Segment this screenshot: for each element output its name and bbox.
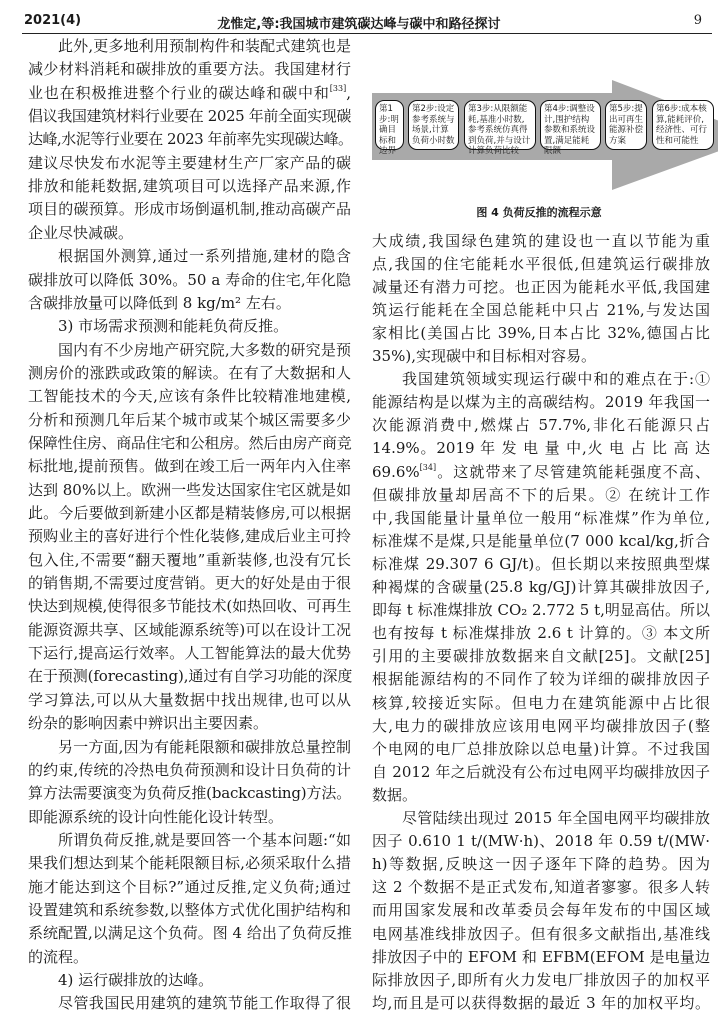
text-line-content: 14.9%。2019 年 发 电 量 中,火 电 占 比 高 达 xyxy=(372,439,710,458)
text-line xyxy=(28,876,351,899)
text-line xyxy=(28,385,351,408)
text-line xyxy=(372,715,710,738)
text-line xyxy=(28,806,351,829)
flow-step-3: 第3步:从限额能耗,基准小时数,参考系统仿真得到负荷,并与设计计算负荷比较 xyxy=(464,100,536,150)
text-line xyxy=(372,876,710,899)
text-line-content: 达峰,水泥等行业要在 2023 年前率先实现碳达峰。 xyxy=(28,130,353,149)
text-line xyxy=(28,665,351,688)
text-line xyxy=(372,738,710,761)
text-line xyxy=(372,276,710,299)
text-line xyxy=(372,969,710,992)
figure-4-flowchart xyxy=(360,78,718,223)
text-line-content: 排放和能耗数据,建筑项目可以选择产品来源,作 xyxy=(28,177,351,196)
text-line-content: 4) 运行碳排放的达峰。 xyxy=(58,971,214,989)
text-line xyxy=(372,461,710,484)
text-line xyxy=(372,992,710,1015)
text-line xyxy=(372,946,710,969)
text-line xyxy=(28,198,351,221)
text-line xyxy=(372,484,710,507)
text-line xyxy=(28,479,351,502)
text-line xyxy=(28,292,351,315)
text-line-content: 根据能源结构的不同作了较为详细的碳排放因子 xyxy=(372,670,710,689)
text-line-content: 大成绩,我国绿色建筑的建设也一直以节能为重 xyxy=(372,231,710,250)
text-line-content: 的销售期,不需要过度营销。更大的好处是由于很 xyxy=(28,574,351,593)
text-line xyxy=(28,339,351,362)
text-line-content: 次能源消费中,燃煤占 57.7%,非化石能源只占 xyxy=(372,416,710,435)
text-line-content: 保障性住房、商品住宅和公租房。然后由房产商竞 xyxy=(28,433,352,452)
text-line xyxy=(372,761,710,784)
text-line-content: 减量还有潜力可挖。也正因为能耗水平低,我国建 xyxy=(372,277,710,296)
text-line xyxy=(372,899,710,922)
text-line-content: 倡议我国建筑材料行业要在 2025 年前全面实现碳 xyxy=(28,107,351,126)
text-line-content: 大,电力的碳排放应该用电网平均碳排放因子(整 xyxy=(372,716,710,735)
text-line xyxy=(28,712,351,735)
text-line xyxy=(372,530,710,553)
text-line xyxy=(372,692,710,715)
text-line-content: 即能源系统的设计向性能化设计转型。 xyxy=(28,807,284,826)
text-line-content: 下运行,提高运行效率。人工智能算法的最大优势 xyxy=(28,644,351,663)
text-line xyxy=(28,455,351,478)
text-line-content: 因子 0.610 1 t/(MW·h)、2018 年 0.59 t/(MW· xyxy=(372,832,710,851)
text-line xyxy=(28,829,351,852)
text-line xyxy=(372,345,710,368)
text-line xyxy=(372,253,710,276)
text-line-content: 算方法需要演变为负荷反推(backcasting)方法。 xyxy=(28,784,351,803)
text-line-content: 标批地,提前预售。做到在竣工后一两年内入住率 xyxy=(28,457,351,476)
text-line xyxy=(372,507,710,530)
text-line xyxy=(28,595,351,618)
text-line-content: 也有按每 t 标准煤排放 2.6 t 计算的。③ 本文所 xyxy=(372,624,710,643)
text-line-content: 在于预测(forecasting),通过有自学习功能的深度 xyxy=(28,667,353,686)
text-line-content: 均,而且是可以获得数据的最近 3 年的加权平均。 xyxy=(372,993,710,1012)
text-line xyxy=(28,992,351,1015)
text-line-content: 根据国外测算,通过一系列措施,建材的隐含 xyxy=(58,247,351,266)
text-line-content: 施才能达到这个目标?”通过反推,定义负荷;通过 xyxy=(28,877,351,896)
text-line xyxy=(28,525,351,548)
text-line xyxy=(372,553,710,576)
text-line-content: 所谓负荷反推,就是要回答一个基本问题:“如 xyxy=(58,830,351,849)
text-line xyxy=(372,322,710,345)
text-line xyxy=(28,619,351,642)
text-line-content: 际排放因子,即所有火力发电厂排放因子的加权平 xyxy=(372,970,710,989)
text-line xyxy=(372,391,710,414)
text-line xyxy=(28,245,351,268)
text-line-content: 包入住,不需要“翻天覆地”重新装修,也没有冗长 xyxy=(28,550,351,569)
text-line xyxy=(28,269,351,292)
text-line-content: 减少材料消耗和碳排放的重要方法。我国建材行 xyxy=(28,60,351,79)
text-line-content: , xyxy=(346,83,351,102)
text-line xyxy=(372,853,710,876)
text-line-content: 的约束,传统的冷热电负荷预测和设计日负荷的计 xyxy=(28,760,351,779)
text-line-content: 这 2 个数据不是正式发布,知道者寥寥。很多人转 xyxy=(372,878,710,897)
text-line xyxy=(28,502,351,525)
flow-step-6: 第6步:成本核算,能耗评价,经济性、可行性和可能性 xyxy=(652,100,714,150)
text-line-content: 35%),实现碳中和目标相对容易。 xyxy=(372,347,596,365)
text-line xyxy=(372,368,710,391)
figure-caption: 图 4 负荷反推的流程示意 xyxy=(476,206,602,219)
text-line xyxy=(28,759,351,782)
text-line xyxy=(28,105,351,128)
citation-superscript: [33] xyxy=(329,83,347,93)
text-line xyxy=(28,782,351,805)
text-line xyxy=(28,572,351,595)
running-title: 龙惟定,等:我国城市建筑碳达峰与碳中和路径探讨 xyxy=(217,17,501,32)
text-line xyxy=(28,969,351,992)
text-line-content: 数据。 xyxy=(372,785,418,804)
text-line-content: 引用的主要碳排放数据来自文献[25]。文献[25] xyxy=(372,647,710,666)
text-line-content: 能源结构是以煤为主的高碳结构。2019 年我国一 xyxy=(372,393,710,412)
text-line-content: 达到 80%以上。欧洲一些发达国家住宅区就是如 xyxy=(28,480,352,499)
text-line xyxy=(372,599,710,622)
text-line-content: 企业尽快减碳。 xyxy=(28,223,134,242)
text-line-content: 设置建筑和系统参数,以整体方式优化围护结构和 xyxy=(28,900,351,919)
flow-step-5: 第5步:提出可再生能源补偿方案 xyxy=(605,100,647,150)
text-line-content: 69.6% xyxy=(372,462,420,481)
text-line xyxy=(372,622,710,645)
text-line xyxy=(372,923,710,946)
text-line xyxy=(372,668,710,691)
text-line-content: 家相比(美国占比 39%,日本占比 32%,德国占比 xyxy=(372,323,710,342)
text-line xyxy=(28,35,351,58)
text-line xyxy=(372,437,710,460)
flow-step-4: 第4步:调整设计,围护结构参数和系统设置,满足能耗限额 xyxy=(540,100,601,150)
text-line-content: 。这就带来了尽管建筑能耗强度不高、 xyxy=(436,462,710,481)
text-line xyxy=(28,689,351,712)
text-line xyxy=(372,784,710,807)
text-line-content: 测房价的涨跌或政策的解读。在有了大数据和人 xyxy=(28,363,351,382)
text-line xyxy=(372,299,710,322)
text-line xyxy=(372,230,710,253)
text-line xyxy=(28,152,351,175)
text-line-content: 的流程。 xyxy=(28,947,89,966)
text-line xyxy=(28,362,351,385)
text-line xyxy=(28,58,351,81)
text-line xyxy=(28,852,351,875)
text-line-content: 排放因子中的 EFOM 和 EFBM(EFOM 是电量边 xyxy=(372,947,710,966)
text-line xyxy=(28,736,351,759)
text-line-content: 碳排放可以降低 30%。50 a 寿命的住宅,年化隐 xyxy=(28,270,351,289)
text-line xyxy=(28,175,351,198)
text-line-content: 纷杂的影响因素中辨识出主要因素。 xyxy=(28,714,269,733)
text-line-content: 此。今后要做到新建小区都是精装修房,可以根据 xyxy=(28,504,351,522)
text-line xyxy=(28,899,351,922)
text-line-content: 尽管我国民用建筑的建筑节能工作取得了很 xyxy=(58,994,351,1013)
text-line xyxy=(28,549,351,572)
text-line-content: 尽管陆续出现过 2015 年全国电网平均碳排放 xyxy=(402,809,710,827)
text-line-content: 分析和预测几年后某个城市或某个城区需要多少 xyxy=(28,410,351,429)
text-line xyxy=(28,946,351,969)
text-line-content: 业也在积极推进整个行业的碳达峰和碳中和 xyxy=(28,83,330,102)
text-line-content: 但碳排放量却居高不下的后果。② 在统计工作 xyxy=(372,485,710,504)
text-line-content: 此外,更多地利用预制构件和装配式建筑也是 xyxy=(58,37,351,55)
text-line xyxy=(28,315,351,338)
text-line-content: 建议尽快发布水泥等主要建材生产厂家产品的碳 xyxy=(28,153,351,172)
flow-step-1: 第1步:明确目标和边界 xyxy=(375,100,404,150)
text-line-content: 果我们想达到某个能耗限额目标,必须采取什么措 xyxy=(28,854,351,873)
text-line-content: 我国建筑领域实现运行碳中和的难点在于:① xyxy=(402,370,710,389)
text-line xyxy=(28,82,351,105)
text-line-content: 学习算法,可以从大量数据中找出规律,也可以从 xyxy=(28,690,351,709)
text-line xyxy=(372,576,710,599)
text-line-content: 电网基准线排放因子。但有很多文献指出,基准线 xyxy=(372,924,710,943)
text-line-content: 3) 市场需求预测和能耗负荷反推。 xyxy=(58,317,289,336)
header-rule xyxy=(22,33,712,34)
text-line-content: h)等数据,反映这一因子逐年下降的趋势。因为 xyxy=(372,855,710,874)
text-line-content: 标准煤 29.307 6 GJ/t)。但长期以来按照典型煤 xyxy=(372,554,710,573)
text-line xyxy=(28,922,351,945)
text-line-content: 中,我国能量计量单位一般用“标准煤”作为单位, xyxy=(372,508,710,527)
text-line-content: 自 2012 年之后就没有公布过电网平均碳排放因子 xyxy=(372,762,710,781)
text-line xyxy=(372,645,710,668)
text-line-content: 个电网的电厂总排放除以总电量)计算。不过我国 xyxy=(372,739,710,758)
text-line-content: 能源资源共享、区域能源系统等)可以在设计工况 xyxy=(28,620,351,639)
text-line xyxy=(28,642,351,665)
text-line xyxy=(372,830,710,853)
text-line-content: 项目的碳预算。形成市场倒逼机制,推动高碳产品 xyxy=(28,200,351,219)
text-line-content: 核算,较接近实际。但电力在建筑能源中占比很 xyxy=(372,693,710,712)
page-number: 9 xyxy=(693,13,702,28)
text-line-content: 预购业主的喜好进行个性化装修,建成后业主可拎 xyxy=(28,527,351,546)
text-line xyxy=(28,409,351,432)
text-line-content: 即每 t 标准煤排放 CO₂ 2.772 5 t,明显高估。所以 xyxy=(372,601,710,620)
text-line-content: 标准煤不是煤,只是能量单位(7 000 kcal/kg,折合 xyxy=(372,531,710,550)
text-line-content: 筑运行能耗在全国总能耗中只占 21%,与发达国 xyxy=(372,300,710,319)
text-line xyxy=(28,222,351,245)
text-line-content: 另一方面,因为有能耗限额和碳排放总量控制 xyxy=(58,737,351,756)
text-line xyxy=(28,432,351,455)
text-line-content: 系统配置,以满足这个负荷。图 4 给出了负荷反推 xyxy=(28,924,352,943)
text-line xyxy=(372,807,710,830)
text-line-content: 快达到规模,使得很多节能技术(如热回收、可再生 xyxy=(28,597,352,616)
text-line-content: 含碳排放量可以降低到 8 kg/m² 左右。 xyxy=(28,293,291,312)
text-line-content: 点,我国的住宅能耗水平很低,但建筑运行碳排放 xyxy=(372,254,710,273)
text-line-content: 工智能技术的今天,应该有条件比较精准地建模, xyxy=(28,387,351,406)
text-line xyxy=(28,128,351,151)
text-line-content: 种褐煤的含碳量(25.8 kg/GJ)计算其碳排放因子, xyxy=(372,578,710,596)
text-line-content: 而用国家发展和改革委员会每年发布的中国区域 xyxy=(372,901,710,920)
text-line xyxy=(372,414,710,437)
text-line-content: 国内有不少房地产研究院,大多数的研究是预 xyxy=(58,340,351,359)
journal-issue: 2021(4) xyxy=(24,13,82,28)
flow-step-2: 第2步:设定参考系统与场景,计算负荷小时数 xyxy=(408,100,459,150)
citation-superscript: [34] xyxy=(419,462,437,472)
